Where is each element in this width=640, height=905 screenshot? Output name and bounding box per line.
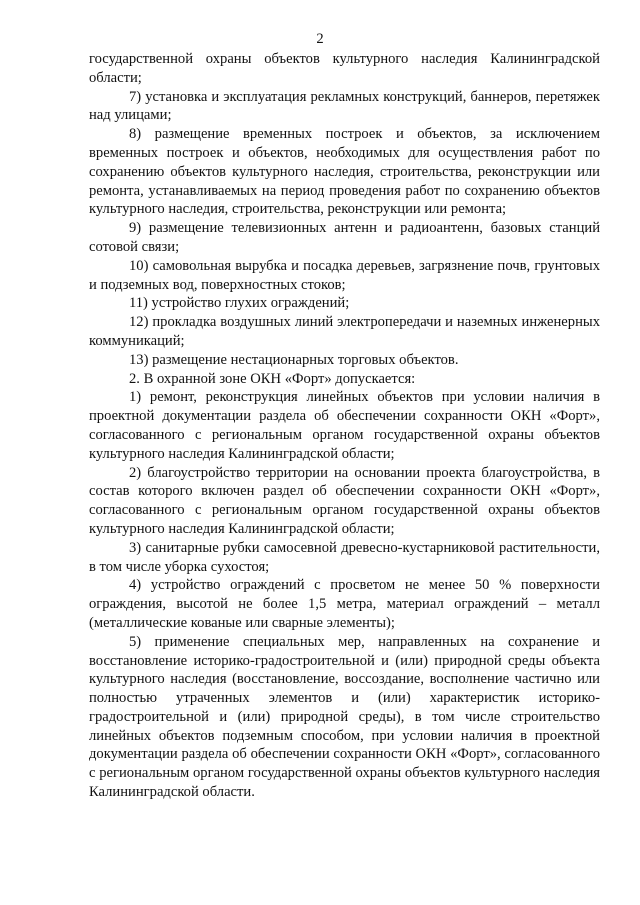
allowed-item-1-repair: 1) ремонт, реконструкция линейных объектов при условии наличия в проектной документации раздела об обеспечении сохранности ОКН «Форт», согласованного с региональным органом государственной охраны объектов культурного наследия Калининградской области; — [89, 389, 600, 462]
allowed-item-2-landscaping: 2) благоустройство территории на основании проекта благоустройства, в состав которого включен раздел об обеспечении сохранности ОКН «Форт», согласованного с региональным органом государственной охраны объектов культурного наследия Калининградской области; — [89, 464, 600, 537]
list-item-13-trade-objects: 13) размещение нестационарных торговых объектов. — [129, 351, 459, 368]
document-body — [89, 50, 600, 802]
paragraph-continuation: государственной охраны объектов культурного наследия Калининградской области; — [89, 51, 600, 86]
list-item-8-temporary-buildings: 8) размещение временных построек и объектов, за исключением временных построек и объектов, необходимых для осуществления работ по сохранению объектов культурного наследия, строительства, реконструкции или ремонта, устанавливаемых на период проведения работ по сохранению объектов культурного наследия, строительства, реконструкции или ремонта; — [89, 126, 600, 218]
list-item-12-power-lines: 12) прокладка воздушных линий электропередачи и наземных инженерных коммуникаций; — [89, 314, 600, 349]
section-2-heading: 2. В охранной зоне ОКН «Форт» допускается: — [129, 370, 416, 387]
allowed-item-3-sanitary-felling: 3) санитарные рубки самосевной древесно-кустарниковой растительности, в том числе уборка сухостоя; — [89, 539, 600, 575]
list-item-7-advertising: 7) установка и эксплуатация рекламных конструкций, баннеров, перетяжек над улицами; — [89, 88, 600, 124]
page-number: 2 — [316, 31, 324, 47]
allowed-item-4-fences: 4) устройство ограждений с просветом не менее 50 % поверхности ограждения, высотой не более 1,5 метра, материал ограждений – металл (металлические кованые или сварные элементы); — [89, 577, 600, 631]
allowed-item-5-special-measures: 5) применение специальных мер, направленных на сохранение и восстановление историко-градостроительной и (или) природной среды объекта культурного наследия (восстановление, воссоздание, восполнение частично или полностью утраченных элементов и (или) характеристик историко-градостроительной и (или) природной среды), в том числе строительство линейных объектов подземным способом, при условии наличия в проектной документации раздела об обеспечении сохранности ОКН «Форт», согласованного с региональным органом государственной охраны объектов культурного наследия Калининградской области. — [89, 633, 600, 801]
list-item-11-solid-fences: 11) устройство глухих ограждений; — [129, 295, 350, 312]
list-item-9-antennas: 9) размещение телевизионных антенн и радиоантенн, базовых станций сотовой связи; — [89, 220, 600, 255]
list-item-10-tree-felling: 10) самовольная вырубка и посадка деревьев, загрязнение почв, грунтовых и подземных вод, поверхностных стоков; — [89, 257, 600, 293]
